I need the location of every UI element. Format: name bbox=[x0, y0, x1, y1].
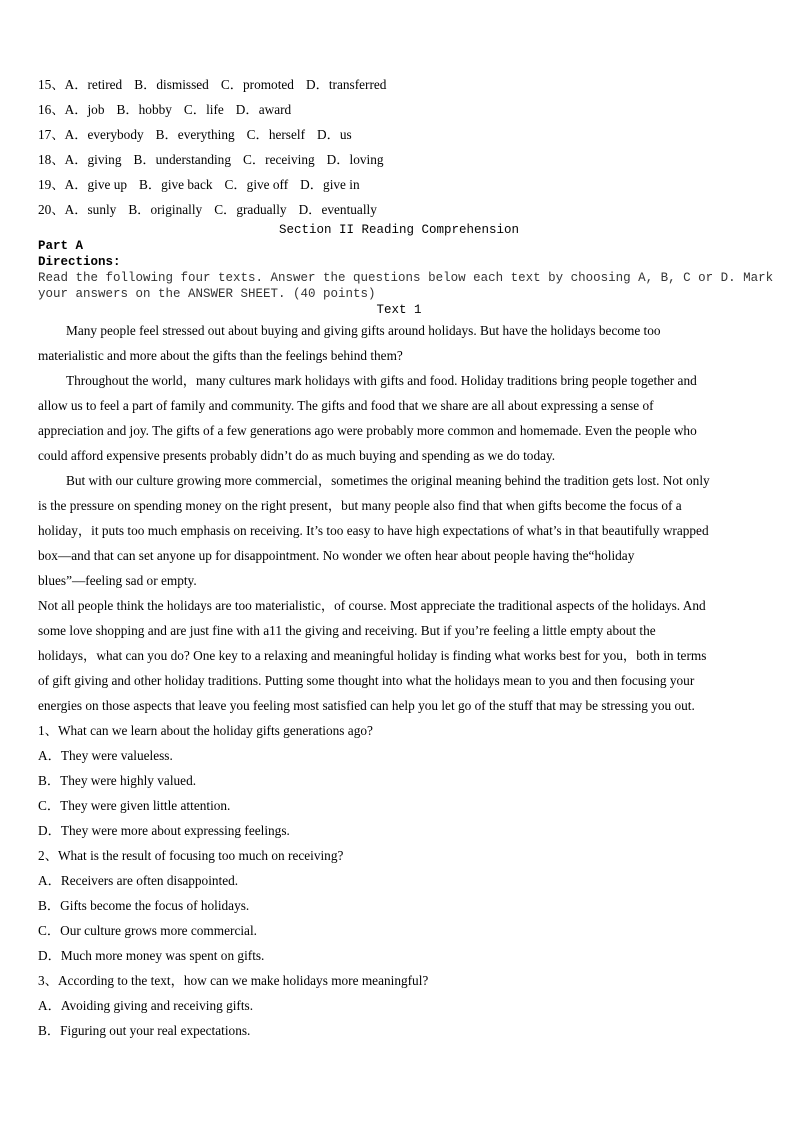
passage-line: Not all people think the holidays are too materialistic，of course. Most appreciate the traditional aspects of the holidays. And bbox=[38, 598, 706, 613]
passage-line: energies on those aspects that leave you feeling most satisfied can help you let go of the stuff that may be stressing you out. bbox=[38, 698, 695, 713]
question-number: 17、 bbox=[38, 127, 65, 142]
answer-option: A．give up bbox=[64, 177, 128, 192]
passage-line: is the pressure on spending money on the right present，but many people also find that when gifts become the focus of a bbox=[38, 498, 682, 513]
passage-line: box—and that can set anyone up for disappointment. No wonder we often hear about people having the“holiday bbox=[38, 548, 635, 563]
cloze-option-row bbox=[38, 122, 760, 147]
answer-option: B．give back bbox=[139, 177, 213, 192]
question-number: 18、 bbox=[38, 152, 65, 167]
directions-label: Directions: bbox=[38, 255, 121, 269]
question-number: 19、 bbox=[38, 177, 65, 192]
cloze-option-row bbox=[38, 97, 760, 122]
answer-option: C．give off bbox=[224, 177, 289, 192]
answer-option: A．everybody bbox=[64, 127, 144, 142]
question-option: D．They were more about expressing feelings. bbox=[38, 823, 290, 838]
answer-option: C．life bbox=[183, 102, 224, 117]
answer-option: B．originally bbox=[128, 202, 203, 217]
answer-option: D．give in bbox=[300, 177, 360, 192]
directions-text: your answers on the ANSWER SHEET. (40 points) bbox=[38, 287, 376, 301]
passage-line: materialistic and more about the gifts than the feelings behind them? bbox=[38, 348, 403, 363]
question-option: A．Avoiding giving and receiving gifts. bbox=[38, 998, 254, 1013]
directions-text: Read the following four texts. Answer the questions below each text by choosing A, B, C or D. Mark bbox=[38, 271, 774, 285]
passage-line: Throughout the world，many cultures mark holidays with gifts and food. Holiday traditions bring people together and bbox=[66, 373, 697, 388]
answer-option: A．giving bbox=[64, 152, 122, 167]
answer-option: D．transferred bbox=[305, 77, 387, 92]
question-option: A．They were valueless. bbox=[38, 748, 173, 763]
answer-option: B．hobby bbox=[116, 102, 172, 117]
cloze-option-row bbox=[38, 197, 760, 222]
answer-option: D．eventually bbox=[298, 202, 377, 217]
answer-option: A．sunly bbox=[64, 202, 117, 217]
answer-option: B．dismissed bbox=[134, 77, 209, 92]
part-title: Part A bbox=[38, 239, 84, 253]
question-option: B．Gifts become the focus of holidays. bbox=[38, 898, 250, 913]
question-stem: 1、What can we learn about the holiday gifts generations ago? bbox=[38, 723, 373, 738]
passage-line: But with our culture growing more commercial，sometimes the original meaning behind the tradition gets lost. Not only bbox=[66, 473, 710, 488]
answer-option: D．us bbox=[317, 127, 352, 142]
question-option: A．Receivers are often disappointed. bbox=[38, 873, 239, 888]
cloze-option-row bbox=[38, 172, 760, 197]
question-stem: 2、What is the result of focusing too much on receiving? bbox=[38, 848, 344, 863]
cloze-option-row bbox=[38, 72, 760, 97]
passage-line: blues”—feeling sad or empty. bbox=[38, 573, 197, 588]
question-number: 20、 bbox=[38, 202, 65, 217]
question-option: B．Figuring out your real expectations. bbox=[38, 1023, 251, 1038]
question-option: C．Our culture grows more commercial. bbox=[38, 923, 257, 938]
cloze-option-row bbox=[38, 147, 760, 172]
passage-line: appreciation and joy. The gifts of a few generations ago were probably more common and homemade. Even the people who bbox=[38, 423, 697, 438]
answer-option: C．gradually bbox=[214, 202, 287, 217]
passage-line: Many people feel stressed out about buying and giving gifts around holidays. But have the holidays become too bbox=[66, 323, 661, 338]
question-option: B．They were highly valued. bbox=[38, 773, 197, 788]
answer-option: D．award bbox=[235, 102, 292, 117]
answer-option: D．loving bbox=[326, 152, 384, 167]
passage-line: some love shopping and are just fine with a11 the giving and receiving. But if you’re feeling a little empty about the bbox=[38, 623, 656, 638]
passage-line: holiday，it puts too much emphasis on receiving. It’s too easy to have high expectations of what’s in that beautifully wrapped bbox=[38, 523, 709, 538]
passage-line: could afford expensive presents probably didn’t do as much buying and spending as we do today. bbox=[38, 448, 556, 463]
passage-line: holidays，what can you do? One key to a relaxing and meaningful holiday is finding what works best for you，both in terms bbox=[38, 648, 707, 663]
document-content bbox=[38, 72, 774, 1043]
answer-option: C．herself bbox=[246, 127, 305, 142]
answer-option: A．retired bbox=[64, 77, 123, 92]
question-option: C．They were given little attention. bbox=[38, 798, 231, 813]
question-option: D．Much more money was spent on gifts. bbox=[38, 948, 265, 963]
answer-option: A．job bbox=[64, 102, 105, 117]
text-title: Text 1 bbox=[376, 303, 422, 317]
question-number: 15、 bbox=[38, 77, 65, 92]
answer-option: B．everything bbox=[155, 127, 235, 142]
section-title: Section II Reading Comprehension bbox=[278, 223, 520, 237]
answer-option: B．understanding bbox=[133, 152, 231, 167]
passage-line: allow us to feel a part of family and community. The gifts and food that we share are all about expressing a sense of bbox=[38, 398, 654, 413]
passage-line: of gift giving and other holiday traditions. Putting some thought into what the holidays mean to you and then focusing your bbox=[38, 673, 695, 688]
question-stem: 3、According to the text，how can we make holidays more meaningful? bbox=[38, 973, 429, 988]
answer-option: C．receiving bbox=[242, 152, 315, 167]
question-number: 16、 bbox=[38, 102, 65, 117]
answer-option: C．promoted bbox=[220, 77, 294, 92]
